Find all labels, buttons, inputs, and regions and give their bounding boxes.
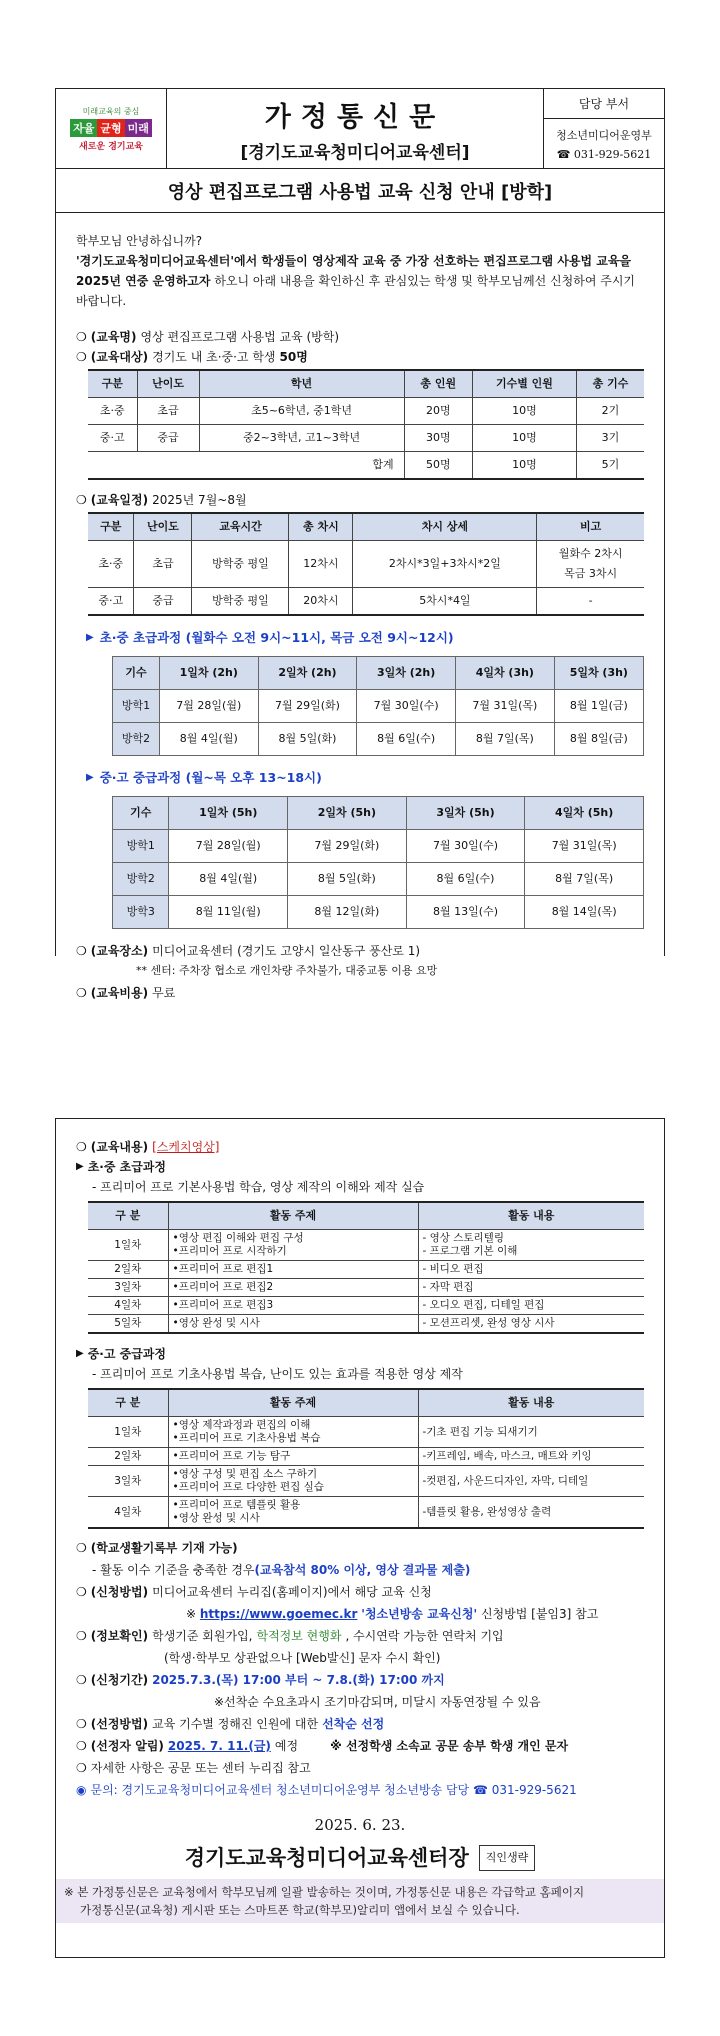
table-cell: 7월 28일(월) — [159, 690, 258, 723]
table-row — [88, 1448, 644, 1466]
info-text: 학생기준 회원가입, — [152, 1629, 253, 1643]
table-header: 난이도 — [137, 370, 199, 398]
table-row — [88, 425, 644, 452]
table-cell: 12차시 — [289, 541, 353, 588]
intro-rest: 하오니 아래 내용을 확인하신 후 관심있는 학생 및 학부모님께선 신청하여 주시기 바랍니다. — [76, 274, 635, 308]
table-cell: 2차시*3일+3차시*2일 — [353, 541, 537, 588]
table-cell: 50명 — [404, 452, 472, 480]
edu-target-count: 50명 — [279, 350, 308, 364]
table-cell: 방학중 평일 — [192, 588, 289, 616]
logo-word: 자율 — [70, 119, 97, 137]
apply-row: ❍ (신청방법) 미디어교육센터 누리집(홈페이지)에서 해당 교육 신청 — [76, 1581, 644, 1603]
cost-value: 무료 — [152, 986, 176, 1000]
gyeonggi-education-logo — [56, 89, 166, 168]
note-mark: ※ — [186, 1607, 197, 1621]
info-highlight: 학적정보 현행화 — [256, 1629, 342, 1643]
logo-tagline: 미래교육의 중심 — [82, 106, 140, 116]
content-cell — [418, 1230, 644, 1261]
table-header: 3일차 (5h) — [406, 797, 525, 830]
department-box — [544, 89, 664, 168]
apply-menu-name: '청소년방송 교육신청' — [361, 1607, 478, 1621]
content-cell — [418, 1297, 644, 1315]
content-cell — [418, 1448, 644, 1466]
edu-period-value: 2025년 7월~8월 — [152, 493, 247, 507]
table-cell: 7월 30일(수) — [406, 830, 525, 863]
notice-text: 예정 — [274, 1739, 299, 1753]
day-cell: 2일차 — [88, 1261, 168, 1279]
item-label: (선정방법) — [90, 1717, 149, 1731]
edu-target-value: 경기도 내 초·중·고 학생 — [152, 350, 276, 364]
table-cell: 3기 — [576, 425, 644, 452]
signer-name: 경기도교육청미디어교육센터장 — [184, 1846, 469, 1870]
table-cell: 5차시*4일 — [353, 588, 537, 616]
table-cell: 초급 — [134, 541, 192, 588]
content-cell — [418, 1466, 644, 1497]
apply-value: 미디어교육센터 누리집(홈페이지)에서 해당 교육 신청 — [152, 1585, 432, 1599]
table-row — [88, 541, 644, 588]
topic-line: •영상 완성 및 시사 — [172, 1512, 260, 1524]
table-cell: 8월 5일(화) — [258, 723, 357, 756]
table-cell: 8월 6일(수) — [406, 863, 525, 896]
table-cell: 방학중 평일 — [192, 541, 289, 588]
item-label: (교육비용) — [90, 986, 149, 1000]
table-header: 1일차 (2h) — [159, 657, 258, 690]
table-header: 활동 주제 — [168, 1202, 418, 1230]
topic-line: •프리미어 프로 템플릿 활용 — [172, 1499, 301, 1511]
table-cell: 7월 30일(수) — [357, 690, 456, 723]
table-cell: 방학2 — [113, 723, 160, 756]
topic-line: •프리미어 프로 기초사용법 복습 — [172, 1432, 321, 1444]
table-header: 구 분 — [88, 1202, 168, 1230]
day-cell: 5일차 — [88, 1315, 168, 1334]
item-label: (신청기간) — [90, 1673, 149, 1687]
section-title: 중·고 중급과정 — [87, 1347, 166, 1361]
topic-line: •영상 편집 이해와 편집 구성 — [172, 1232, 304, 1244]
table-header: 비고 — [537, 513, 644, 541]
table-row — [113, 863, 644, 896]
page-one — [55, 88, 665, 1000]
table-row — [88, 1497, 644, 1529]
table-header: 2일차 (2h) — [258, 657, 357, 690]
table-row — [88, 398, 644, 425]
table-cell: 8월 13일(수) — [406, 896, 525, 929]
topic-line: •프리미어 프로 다양한 편집 실습 — [172, 1481, 324, 1493]
table-cell: 30명 — [404, 425, 472, 452]
content-cell — [418, 1261, 644, 1279]
newsletter-title-box — [166, 89, 544, 168]
table-cell: 10명 — [472, 398, 576, 425]
logo-word: 미래 — [125, 119, 152, 137]
basic-title-row: ▶ 초·중 초급과정 — [76, 1157, 644, 1177]
track-intermediate-title: ▶ 중·고 중급과정 (월~목 오후 13~18시) — [76, 768, 644, 788]
day-cell: 1일차 — [88, 1417, 168, 1448]
footnote-line: 가정통신문(교육청) 게시판 또는 스마트폰 학교(학부모)알리미 앱에서 보실 수 있습니다. — [80, 1903, 520, 1917]
signature-block — [76, 1845, 644, 1871]
period-row: ❍ (신청기간) 2025.7.3.(목) 17:00 부터 ~ 7.8.(화) 17:00 까지 — [76, 1669, 644, 1691]
table-cell: 8월 6일(수) — [357, 723, 456, 756]
table-cell: 20명 — [404, 398, 472, 425]
table-row — [88, 1261, 644, 1279]
track-title: 중·고 중급과정 (월~목 오후 13~18시) — [99, 770, 322, 785]
basic-schedule-table — [112, 656, 644, 756]
record-row: ❍ (학교생활기록부 기재 가능) — [76, 1537, 644, 1559]
content-cell — [418, 1417, 644, 1448]
table-cell: 7월 31일(목) — [525, 830, 644, 863]
apply-period-value: 2025.7.3.(목) 17:00 부터 ~ 7.8.(화) 17:00 까지 — [152, 1673, 445, 1687]
detail-text: 자세한 사항은 공문 또는 센터 누리집 참고 — [90, 1761, 311, 1775]
intermediate-schedule-table — [112, 796, 644, 929]
content-cell — [418, 1279, 644, 1297]
table-header: 구 분 — [88, 1389, 168, 1417]
table-cell — [537, 541, 644, 588]
topic-cell — [168, 1315, 418, 1334]
topic-cell — [168, 1279, 418, 1297]
table-cell: 10명 — [472, 425, 576, 452]
table-row — [88, 1466, 644, 1497]
table-cell: 방학1 — [113, 830, 169, 863]
contact-text: 문의: 경기도교육청미디어교육센터 청소년미디어운영부 청소년방송 담당 ☎ 031-929-5621 — [90, 1783, 577, 1797]
record-desc-text: - 활동 이수 기준을 충족한 경우 — [92, 1563, 255, 1577]
day-cell: 4일차 — [88, 1497, 168, 1529]
table-header: 활동 내용 — [418, 1202, 644, 1230]
select-row: ❍ (선정방법) 교육 기수별 정해진 인원에 대한 선착순 선정 — [76, 1713, 644, 1735]
logo-subtitle: 새로운 경기교육 — [79, 141, 143, 152]
table-row — [88, 1315, 644, 1334]
letter-header — [56, 89, 664, 169]
content-line: -템플릿 활용, 완성영상 출력 — [422, 1505, 552, 1518]
table-cell: 8월 5일(화) — [288, 863, 407, 896]
period-note: ※선착순 수요초과시 조기마감되며, 미달시 자동연장될 수 있음 — [214, 1695, 541, 1709]
topic-line: •프리미어 프로 편집2 — [172, 1281, 274, 1293]
table-cell: 7월 29일(화) — [288, 830, 407, 863]
edu-target-row: ❍ (교육대상) 경기도 내 초·중·고 학생 50명 — [76, 347, 644, 367]
greeting: 학부모님 안녕하십니까? — [76, 234, 203, 248]
department-name: 청소년미디어운영부 — [556, 128, 652, 142]
table-header: 구분 — [88, 370, 137, 398]
target-table — [88, 369, 644, 480]
content-line: -키프레임, 배속, 마스크, 매트와 키잉 — [422, 1450, 592, 1462]
content-row: ❍ (교육내용) [스케치영상] — [76, 1137, 644, 1157]
table-cell: 초·중 — [88, 398, 137, 425]
basic-activity-table — [88, 1201, 644, 1334]
table-header: 난이도 — [134, 513, 192, 541]
section-desc: - 프리미어 프로 기초사용법 복습, 난이도 있는 효과를 적용한 영상 제작 — [92, 1367, 463, 1381]
table-header: 구분 — [88, 513, 134, 541]
item-label: (정보확인) — [90, 1629, 149, 1643]
period-table — [88, 512, 644, 616]
day-cell: 2일차 — [88, 1448, 168, 1466]
table-header: 활동 주제 — [168, 1389, 418, 1417]
department-phone: ☎ 031-929-5621 — [556, 147, 652, 161]
remark-line: 목금 3차시 — [564, 567, 618, 580]
topic-line: •프리미어 프로 편집3 — [172, 1299, 274, 1311]
table-cell: - — [537, 588, 644, 616]
table-header: 기수 — [113, 657, 160, 690]
topic-line: •프리미어 프로 편집1 — [172, 1263, 274, 1275]
edu-name-value: 영상 편집프로그램 사용법 교육 (방학) — [140, 330, 340, 344]
intro-bold: '경기도교육청미디어교육센터'에서 학생들이 영상제작 교육 중 가장 선호하는 편집프로그램 사용법 교육을 2025년 연중 운영하고자 — [76, 254, 631, 288]
parking-note: ** 센터: 주차장 협소로 개인차량 주차불가, 대중교통 이용 요망 — [136, 964, 438, 977]
table-cell: 중급 — [134, 588, 192, 616]
item-label: (교육장소) — [90, 944, 149, 958]
info-row: ❍ (정보확인) 학생기준 회원가입, 학적정보 현행화 , 수시연락 가능한 연락처 기입 — [76, 1625, 644, 1647]
item-label: (학교생활기록부 기재 가능) — [90, 1541, 238, 1555]
page-two — [55, 1118, 665, 1958]
section-title: 초·중 초급과정 — [87, 1160, 166, 1174]
table-cell: 8월 7일(목) — [525, 863, 644, 896]
logo-word: 균형 — [97, 119, 124, 137]
table-header: 총 인원 — [404, 370, 472, 398]
distribution-footnote — [56, 1879, 664, 1923]
table-row — [113, 690, 644, 723]
table-cell: 7월 29일(화) — [258, 690, 357, 723]
table-cell: 8월 7일(목) — [455, 723, 554, 756]
table-cell: 20차시 — [289, 588, 353, 616]
table-row — [88, 1417, 644, 1448]
table-header: 4일차 (3h) — [455, 657, 554, 690]
select-text: 교육 기수별 정해진 인원에 대한 — [152, 1717, 319, 1731]
table-header: 4일차 (5h) — [525, 797, 644, 830]
total-label: 합계 — [88, 452, 404, 480]
day-cell: 1일차 — [88, 1230, 168, 1261]
table-cell: 5기 — [576, 452, 644, 480]
table-cell: 방학2 — [113, 863, 169, 896]
center-website-link[interactable]: https://www.goemec.kr — [199, 1607, 358, 1621]
table-cell: 8월 1일(금) — [554, 690, 643, 723]
topic-cell — [168, 1417, 418, 1448]
table-row — [88, 1279, 644, 1297]
item-label: (교육대상) — [90, 350, 149, 364]
content-cell — [418, 1497, 644, 1529]
content-line: - 자막 편집 — [422, 1281, 474, 1293]
apply-rest: 신청방법 [붙임3] 참고 — [480, 1607, 599, 1621]
content-line: - 영상 스토리텔링 — [422, 1232, 504, 1244]
record-criteria: (교육참석 80% 이상, 영상 결과물 제출) — [254, 1563, 471, 1577]
sketch-video-link[interactable]: [스케치영상] — [152, 1140, 220, 1154]
remark-line: 월화수 2차시 — [558, 547, 623, 560]
notice-note: ※ 선정학생 소속교 공문 송부 학생 개인 문자 — [330, 1739, 569, 1753]
table-cell: 8월 11일(월) — [169, 896, 288, 929]
topic-cell — [168, 1297, 418, 1315]
table-header: 기수별 인원 — [472, 370, 576, 398]
item-label: (선정자 알림) — [90, 1739, 164, 1753]
track-title: 초·중 초급과정 (월화수 오전 9시~11시, 목금 오전 9시~12시) — [99, 630, 454, 645]
topic-line: •영상 구성 및 편집 소스 구하기 — [172, 1468, 318, 1480]
table-cell: 8월 8일(금) — [554, 723, 643, 756]
day-cell: 3일차 — [88, 1279, 168, 1297]
inter-title-row: ▶ 중·고 중급과정 — [76, 1344, 644, 1364]
detail-row: ❍ 자세한 사항은 공문 또는 센터 누리집 참고 — [76, 1757, 644, 1779]
place-value: 미디어교육센터 (경기도 고양시 일산동구 풍산로 1) — [152, 944, 421, 958]
table-cell: 방학3 — [113, 896, 169, 929]
table-cell: 8월 4일(월) — [159, 723, 258, 756]
table-header: 차시 상세 — [353, 513, 537, 541]
day-cell: 4일차 — [88, 1297, 168, 1315]
content-line: - 프로그램 기본 이해 — [422, 1245, 518, 1257]
item-label: (신청방법) — [90, 1585, 149, 1599]
item-label: (교육일정) — [90, 493, 149, 507]
table-cell: 중2~3학년, 고1~3학년 — [199, 425, 404, 452]
table-header: 총 기수 — [576, 370, 644, 398]
table-row — [113, 723, 644, 756]
contact-row: ◉ 문의: 경기도교육청미디어교육센터 청소년미디어운영부 청소년방송 담당 ☎ 031-929-5621 — [76, 1779, 644, 1801]
table-header: 5일차 (3h) — [554, 657, 643, 690]
table-header: 1일차 (5h) — [169, 797, 288, 830]
day-cell: 3일차 — [88, 1466, 168, 1497]
table-cell: 10명 — [472, 452, 576, 480]
table-header: 기수 — [113, 797, 169, 830]
table-header: 학년 — [199, 370, 404, 398]
table-cell: 7월 28일(월) — [169, 830, 288, 863]
table-row — [88, 1297, 644, 1315]
content-line: - 모션프리셋, 완성 영상 시사 — [422, 1317, 555, 1329]
table-cell: 중급 — [137, 425, 199, 452]
logo-words — [70, 119, 152, 137]
info-text: , 수시연락 가능한 연락처 기입 — [345, 1629, 504, 1643]
cost-row: ❍ (교육비용) 무료 — [76, 983, 644, 1003]
notice-row: ❍ (선정자 알림) 2025. 7. 11.(금) 예정 ※ 선정학생 소속교 공문 송부 학생 개인 문자 — [76, 1735, 644, 1757]
table-cell: 중·고 — [88, 425, 137, 452]
table-row — [113, 896, 644, 929]
table-header: 3일차 (2h) — [357, 657, 456, 690]
content-line: -기초 편집 기능 되새기기 — [422, 1425, 538, 1438]
table-total-row — [88, 452, 644, 480]
table-cell: 8월 12일(화) — [288, 896, 407, 929]
table-cell: 2기 — [576, 398, 644, 425]
edu-period-row: ❍ (교육일정) 2025년 7월~8월 — [76, 490, 644, 510]
topic-cell — [168, 1497, 418, 1529]
place-row: ❍ (교육장소) 미디어교육센터 (경기도 고양시 일산동구 풍산로 1) — [76, 941, 644, 961]
topic-cell — [168, 1448, 418, 1466]
newsletter-subtitle: [경기도교육청미디어교육센터] — [240, 142, 470, 163]
table-cell: 중·고 — [88, 588, 134, 616]
table-header: 총 차시 — [289, 513, 353, 541]
topic-cell — [168, 1466, 418, 1497]
table-cell: 초·중 — [88, 541, 134, 588]
intermediate-activity-table — [88, 1388, 644, 1529]
document-title: 영상 편집프로그램 사용법 교육 신청 안내 [방학] — [56, 169, 664, 213]
seal-omitted-stamp: 직인생략 — [479, 1845, 536, 1871]
table-header: 2일차 (5h) — [288, 797, 407, 830]
section-desc: - 프리미어 프로 기본사용법 학습, 영상 제작의 이해와 제작 실습 — [92, 1180, 425, 1194]
edu-name-row: ❍ (교육명) 영상 편집프로그램 사용법 교육 (방학) — [76, 327, 644, 347]
footnote-line: ※ 본 가정통신문은 교육청에서 학부모님께 일괄 발송하는 것이며, 가정통신문 내용은 각급학교 홈페이지 — [64, 1885, 585, 1899]
content-line: - 오디오 편집, 디테일 편집 — [422, 1299, 545, 1311]
intro-paragraph — [56, 213, 664, 311]
issue-date: 2025. 6. 23. — [314, 1816, 406, 1834]
topic-line: •프리미어 프로 기능 탐구 — [172, 1450, 291, 1462]
newsletter-title: 가정통신문 — [264, 101, 446, 133]
item-label: (교육명) — [90, 330, 137, 344]
table-row — [113, 830, 644, 863]
topic-cell — [168, 1261, 418, 1279]
table-cell: 8월 14일(목) — [525, 896, 644, 929]
department-label: 담당 부서 — [544, 89, 664, 119]
item-label: (교육내용) — [90, 1140, 149, 1154]
content-cell — [418, 1315, 644, 1334]
topic-line: •영상 완성 및 시사 — [172, 1317, 260, 1329]
table-row — [88, 1230, 644, 1261]
table-cell: 초5~6학년, 중1학년 — [199, 398, 404, 425]
table-cell: 7월 31일(목) — [455, 690, 554, 723]
track-basic-title: ▶ 초·중 초급과정 (월화수 오전 9시~11시, 목금 오전 9시~12시) — [76, 628, 644, 648]
table-header: 교육시간 — [192, 513, 289, 541]
content-line: -컷편집, 사운드디자인, 자막, 디테일 — [422, 1474, 589, 1487]
table-cell: 초급 — [137, 398, 199, 425]
record-desc — [76, 1559, 644, 1581]
topic-line: •프리미어 프로 시작하기 — [172, 1245, 287, 1257]
content-line: - 비디오 편집 — [422, 1263, 484, 1275]
table-cell: 8월 4일(월) — [169, 863, 288, 896]
table-header: 활동 내용 — [418, 1389, 644, 1417]
apply-link-row — [76, 1603, 644, 1625]
table-row — [88, 588, 644, 616]
notice-date: 2025. 7. 11.(금) — [167, 1739, 271, 1753]
topic-line: •영상 제작과정과 편집의 이해 — [172, 1419, 311, 1431]
table-cell: 방학1 — [113, 690, 160, 723]
topic-cell — [168, 1230, 418, 1261]
info-note: (학생·학부모 상관없으나 [Web발신] 문자 수시 확인) — [164, 1651, 441, 1665]
select-method: 선착순 선정 — [322, 1717, 385, 1731]
